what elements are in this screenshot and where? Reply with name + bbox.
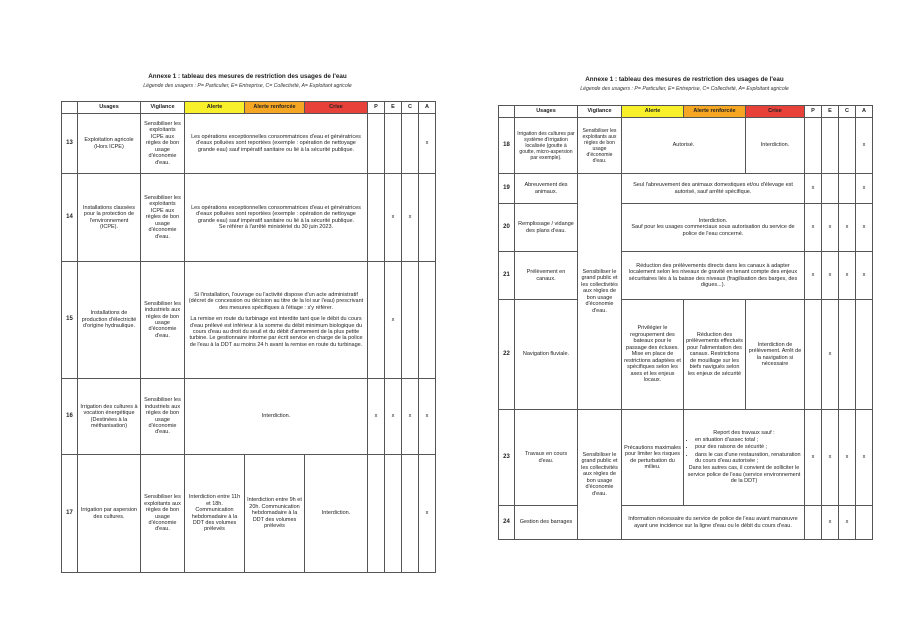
usage-cell: Gestion des barrages	[515, 506, 578, 540]
measure-cell: Information nécessaire du service de police de l'eau avant manœuvre ayant une incidence sur la ligne d'eau ou le débit du cours d'eau.	[622, 506, 805, 540]
user-a-cell: x	[856, 252, 873, 300]
alerte-cell: Précautions maximales pour limiter les risques de perturbation du milieu.	[622, 410, 684, 506]
user-c-cell	[402, 114, 419, 174]
table-row	[499, 506, 873, 540]
annex-title: Annexe 1 : tableau des mesures de restriction des usages de l'eau	[585, 76, 784, 83]
user-p-cell: x	[805, 174, 822, 204]
user-p-cell	[805, 506, 822, 540]
usage-cell: Travaux en cours d'eau.	[515, 410, 578, 506]
document-page-right	[492, 68, 877, 580]
user-a-cell: x	[419, 379, 436, 455]
row-number: 21	[499, 252, 515, 300]
user-e-cell: x	[822, 506, 839, 540]
measure-cell: Seul l'abreuvement des animaux domestiques et/ou d'élevage est autorisé, sauf arrêté spécifique.	[622, 174, 805, 204]
user-c-cell	[839, 174, 856, 204]
table-row	[62, 262, 436, 379]
table-row	[499, 410, 873, 506]
measure-text: Interdiction.	[698, 217, 728, 224]
list-item: • dans le cas d'une restauration, renaturation du cours d'eau autorisée ;	[695, 452, 802, 465]
alerte-cell: Privilégier le regroupement des bateaux pour le passage des écluses. Mise en place de restrictions adaptées et spécifiques selon les axes et les enjeux locaux.	[622, 300, 684, 410]
table-row	[62, 455, 436, 573]
table-header-row	[62, 102, 436, 114]
vigilance-cell: Sensibiliser les industriels aux règles de bon usage d'économie d'eau.	[141, 262, 185, 379]
header-crise: Crise	[305, 102, 368, 114]
usage-cell: Navigation fluviale.	[515, 300, 578, 410]
header-crise: Crise	[746, 106, 805, 118]
header-p: P	[368, 102, 385, 114]
user-a-cell	[419, 262, 436, 379]
crise-cell: Interdiction.	[305, 455, 368, 573]
usage-cell: Irrigation des cultures par système d'irrigation localisée (goutte à goutte, micro-aspersion par exemple).	[515, 118, 578, 174]
row-number: 14	[62, 174, 78, 262]
header-p: P	[805, 106, 822, 118]
table-row	[62, 114, 436, 174]
user-e-cell	[822, 174, 839, 204]
measure-intro: Report des travaux sauf :	[713, 430, 775, 437]
user-p-cell	[805, 300, 822, 410]
user-a-cell	[856, 506, 873, 540]
user-c-cell: x	[839, 506, 856, 540]
vigilance-cell: Sensibiliser les exploitants ICPE aux règles de bon usage d'économie d'eau.	[141, 114, 185, 174]
header-alerte: Alerte	[622, 106, 684, 118]
vigilance-cell: Sensibiliser les exploitants aux règles de bon usage d'économie d'eau.	[578, 118, 622, 174]
table-row	[499, 252, 873, 300]
measure-outro: Dans les autres cas, il convient de solliciter le service police de l'eau (service environnement de la DDT)	[687, 465, 801, 485]
user-a-cell: x	[856, 410, 873, 506]
list-item: • pour des raisons de sécurité ;	[695, 444, 802, 450]
measure-text: Les opérations exceptionnelles consommatrices d'eau et génératrices d'eaux polluées sont reportées (exemple : opération de nettoyage grande eau) sauf impératif sanitaire ou lié à la sécurité publique.	[191, 204, 361, 224]
row-number: 18	[499, 118, 515, 174]
user-e-cell: x	[822, 410, 839, 506]
user-p-cell	[368, 262, 385, 379]
usage-cell: Installations classées pour la protection de l'environnement (ICPE).	[78, 174, 141, 262]
measure-cell	[185, 262, 368, 379]
user-p-cell: x	[805, 410, 822, 506]
measure-text: Si l'installation, l'ouvrage ou l'activité dispose d'un acte administratif (décret de concession ou décision au titre de la loi sur l'eau) prescrivant des mesures spécifiques à l'étiage : s'y référer.	[188, 291, 364, 311]
user-c-cell	[402, 455, 419, 573]
document-page-left	[55, 68, 440, 580]
user-a-cell	[856, 300, 873, 410]
vigilance-cell: Sensibiliser le grand public et les collectivités aux règles de bon usage d'économie d'eau.	[578, 410, 622, 540]
restriction-table-left	[61, 101, 436, 573]
row-number: 16	[62, 379, 78, 455]
user-a-cell: x	[856, 118, 873, 174]
vigilance-cell: Sensibiliser les exploitants aux règles de bon usage d'économie d'eau.	[141, 455, 185, 573]
header-vigilance: Vigilance	[141, 102, 185, 114]
annex-title: Annexe 1 : tableau des mesures de restriction des usages de l'eau	[148, 73, 347, 80]
exception-list	[686, 437, 802, 465]
header-e: E	[822, 106, 839, 118]
alerte-renforcee-cell: Interdiction entre 9h et 20h. Communication hebdomadaire à la DDT des volumes prélevés	[245, 455, 305, 573]
user-p-cell: x	[805, 204, 822, 252]
user-c-cell	[839, 300, 856, 410]
usage-cell: Abreuvement des animaux.	[515, 174, 578, 204]
alerte-renforcee-crise-cell	[684, 410, 805, 506]
alerte-cell: Autorisé.	[622, 118, 746, 174]
user-e-cell: x	[822, 252, 839, 300]
measure-cell: Interdiction.	[185, 379, 368, 455]
alerte-cell: Interdiction entre 11h et 18h. Communication hebdomadaire à la DDT des volumes prélevés	[185, 455, 245, 573]
header-usages: Usages	[78, 102, 141, 114]
table-row	[62, 379, 436, 455]
user-p-cell	[368, 174, 385, 262]
row-number: 24	[499, 506, 515, 540]
user-p-cell	[368, 114, 385, 174]
crise-cell: Interdiction de prélèvement. Arrêt de la navigation si nécessaire	[746, 300, 805, 410]
users-legend: Légende des usagers : P= Particulier, E= Entreprise, C= Collectivité, A= Exploitant agricole	[580, 86, 789, 92]
row-number: 20	[499, 204, 515, 252]
header-a: A	[419, 102, 436, 114]
usage-cell: Prélèvement en canaux.	[515, 252, 578, 300]
measure-reference: Se référer à l'arrêté ministériel du 30 juin 2023.	[218, 223, 334, 230]
measure-cell	[185, 174, 368, 262]
user-c-cell: x	[402, 379, 419, 455]
user-e-cell	[385, 455, 402, 573]
user-a-cell	[419, 174, 436, 262]
usage-cell: Remplissage / vidange des plans d'eau.	[515, 204, 578, 252]
header-c: C	[839, 106, 856, 118]
row-number: 23	[499, 410, 515, 506]
row-number: 19	[499, 174, 515, 204]
user-e-cell	[822, 118, 839, 174]
measure-text: Sauf pour les usages commerciaux sous autorisation du service de police de l'eau concerné.	[631, 224, 795, 237]
user-p-cell: x	[805, 252, 822, 300]
user-e-cell: x	[385, 262, 402, 379]
user-a-cell: x	[856, 174, 873, 204]
user-c-cell: x	[839, 410, 856, 506]
user-p-cell	[368, 455, 385, 573]
row-number: 17	[62, 455, 78, 573]
header-a: A	[856, 106, 873, 118]
usage-cell: Installations de production d'électricité d'origine hydraulique.	[78, 262, 141, 379]
measure-cell: Réduction des prélèvements directs dans les canaux à adapter localement selon les niveaux de gravité en tenant compte des enjeux sécuritaires liés à la baisse des niveaux (fragilisation des barges, des digues...).	[622, 252, 805, 300]
user-a-cell: x	[419, 114, 436, 174]
header-num	[499, 106, 515, 118]
row-number: 13	[62, 114, 78, 174]
usage-cell: Irrigation par aspersion des cultures.	[78, 455, 141, 573]
header-e: E	[385, 102, 402, 114]
user-c-cell	[839, 118, 856, 174]
measure-cell	[622, 204, 805, 252]
user-e-cell	[385, 114, 402, 174]
user-e-cell: x	[822, 204, 839, 252]
row-number: 22	[499, 300, 515, 410]
measure-cell: Les opérations exceptionnelles consommatrices d'eau et génératrices d'eaux polluées sont reportées (exemple : opération de nettoyage grande eau) sauf impératif sanitaire ou lié à la sécurité publique.	[185, 114, 368, 174]
user-e-cell: x	[385, 174, 402, 262]
table-row	[62, 174, 436, 262]
user-a-cell: x	[856, 204, 873, 252]
header-alerte-renforcee: Alerte renforcée	[684, 106, 746, 118]
table-row	[499, 118, 873, 174]
usage-cell: Irrigation des cultures à vocation énergétique (Destinées à la méthanisation)	[78, 379, 141, 455]
table-row	[499, 204, 873, 252]
user-e-cell: x	[822, 300, 839, 410]
user-p-cell: x	[368, 379, 385, 455]
alerte-renforcee-cell: Réduction des prélèvements effectués pour l'alimentation des canaux. Restrictions de mouillage sur les biefs navigués selon les enjeux de sécurité	[684, 300, 746, 410]
user-c-cell: x	[839, 252, 856, 300]
users-legend: Légende des usagers : P= Particulier, E= Entreprise, C= Collectivité, A= Exploitant agricole	[143, 83, 352, 89]
vigilance-cell: Sensibiliser les industriels aux règles de bon usage d'économie d'eau.	[141, 379, 185, 455]
header-alerte-renforcee: Alerte renforcée	[245, 102, 305, 114]
table-row	[499, 300, 873, 410]
header-vigilance: Vigilance	[578, 106, 622, 118]
crise-cell: Interdiction.	[746, 118, 805, 174]
header-usages: Usages	[515, 106, 578, 118]
header-num	[62, 102, 78, 114]
table-header-row	[499, 106, 873, 118]
user-p-cell	[805, 118, 822, 174]
table-row	[499, 174, 873, 204]
user-c-cell: x	[402, 174, 419, 262]
user-e-cell: x	[385, 379, 402, 455]
user-c-cell: x	[839, 204, 856, 252]
restriction-table-right	[498, 105, 873, 540]
user-a-cell: x	[419, 455, 436, 573]
user-c-cell	[402, 262, 419, 379]
usage-cell: Exploitation agricole (Hors ICPE)	[78, 114, 141, 174]
list-item: • en situation d'assec total ;	[695, 437, 802, 443]
header-alerte: Alerte	[185, 102, 245, 114]
measure-text: La remise en route du turbinage est interdite tant que le débit du cours d'eau prélevé est inférieur à la somme du débit minimum biologique du cours d'eau au droit du seuil et du débit d'armement de la plus petite turbine. Le gestionnaire informe par écrit service en charge de la police de l'eau à la DDT au moins 24 h avant la remise en route du turbinage.	[189, 316, 363, 348]
vigilance-cell: Sensibiliser les exploitants ICPE aux règles de bon usage d'économie d'eau.	[141, 174, 185, 262]
vigilance-cell: Sensibiliser le grand public et les collectivités aux règles de bon usage d'économie d'eau.	[578, 174, 622, 410]
header-c: C	[402, 102, 419, 114]
row-number: 15	[62, 262, 78, 379]
